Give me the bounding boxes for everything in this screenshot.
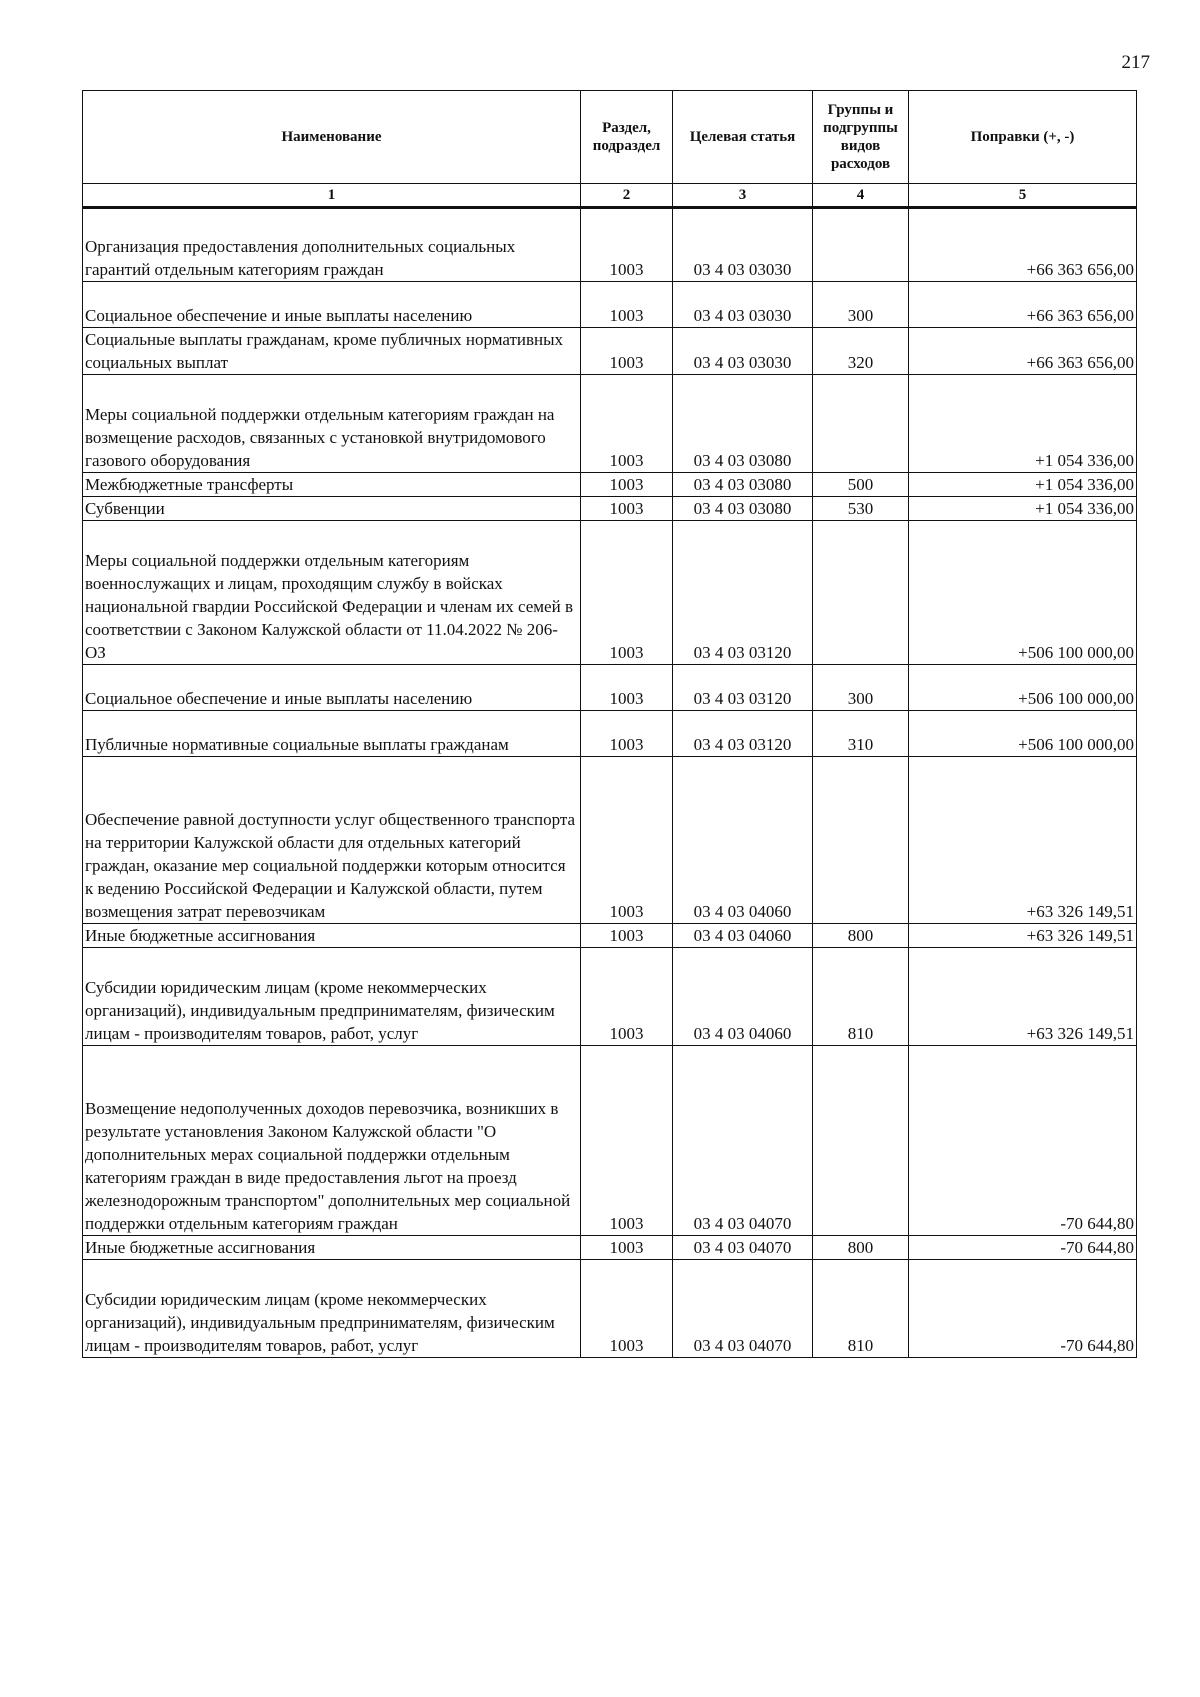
- column-number: 4: [813, 184, 909, 208]
- row-target: 03 4 03 04070: [673, 1260, 813, 1358]
- header-target: Целевая статья: [673, 91, 813, 184]
- row-name: Иные бюджетные ассигнования: [83, 924, 581, 948]
- column-number: 5: [909, 184, 1137, 208]
- header-section: Раздел, подраздел: [581, 91, 673, 184]
- row-section: 1003: [581, 208, 673, 282]
- row-section: 1003: [581, 375, 673, 473]
- column-numbers-row: [83, 184, 1137, 208]
- row-amount: +1 054 336,00: [909, 375, 1137, 473]
- row-group: [813, 1046, 909, 1236]
- table-row: [83, 948, 1137, 1046]
- row-section: 1003: [581, 328, 673, 375]
- row-amount: +506 100 000,00: [909, 711, 1137, 757]
- row-group: [813, 757, 909, 924]
- row-target: 03 4 03 03030: [673, 208, 813, 282]
- row-group: 500: [813, 473, 909, 497]
- row-target: 03 4 03 03080: [673, 497, 813, 521]
- row-section: 1003: [581, 711, 673, 757]
- row-amount: +63 326 149,51: [909, 924, 1137, 948]
- table-row: [83, 375, 1137, 473]
- row-group: [813, 375, 909, 473]
- row-target: 03 4 03 03030: [673, 328, 813, 375]
- budget-amendments-table: [82, 90, 1137, 1358]
- row-name: Организация предоставления дополнительных социальных гарантий отдельным категориям граждан: [83, 208, 581, 282]
- row-section: 1003: [581, 473, 673, 497]
- row-section: 1003: [581, 521, 673, 665]
- row-section: 1003: [581, 497, 673, 521]
- row-target: 03 4 03 03120: [673, 711, 813, 757]
- row-group: 300: [813, 282, 909, 328]
- row-section: 1003: [581, 757, 673, 924]
- header-group: Группы и подгруппы видов расходов: [813, 91, 909, 184]
- row-group: 310: [813, 711, 909, 757]
- row-target: 03 4 03 04060: [673, 948, 813, 1046]
- row-name: Обеспечение равной доступности услуг общественного транспорта на территории Калужской области для отдельных категорий граждан, оказание мер социальной поддержки которым относится к ведению Российской Федерации и Калужской области, путем возмещения затрат перевозчикам: [83, 757, 581, 924]
- row-amount: +506 100 000,00: [909, 665, 1137, 711]
- row-name: Иные бюджетные ассигнования: [83, 1236, 581, 1260]
- table-row: [83, 757, 1137, 924]
- row-group: [813, 521, 909, 665]
- row-target: 03 4 03 04060: [673, 757, 813, 924]
- table-row: [83, 473, 1137, 497]
- row-section: 1003: [581, 1046, 673, 1236]
- row-section: 1003: [581, 948, 673, 1046]
- row-target: 03 4 03 04060: [673, 924, 813, 948]
- row-section: 1003: [581, 1236, 673, 1260]
- row-group: 300: [813, 665, 909, 711]
- row-target: 03 4 03 03120: [673, 521, 813, 665]
- row-group: 810: [813, 948, 909, 1046]
- header-name: Наименование: [83, 91, 581, 184]
- column-number: 2: [581, 184, 673, 208]
- row-amount: -70 644,80: [909, 1236, 1137, 1260]
- row-name: Меры социальной поддержки отдельным категориям военнослужащих и лицам, проходящим службу в войсках национальной гвардии Российской Федерации и членам их семей в соответствии с Законом Калужской области от 11.04.2022 № 206-ОЗ: [83, 521, 581, 665]
- row-name: Субсидии юридическим лицам (кроме некоммерческих организаций), индивидуальным предпринимателям, физическим лицам - производителям товаров, работ, услуг: [83, 1260, 581, 1358]
- row-name: Публичные нормативные социальные выплаты гражданам: [83, 711, 581, 757]
- row-group: 800: [813, 1236, 909, 1260]
- column-number: 3: [673, 184, 813, 208]
- row-amount: +506 100 000,00: [909, 521, 1137, 665]
- row-group: [813, 208, 909, 282]
- header-row: [83, 91, 1137, 184]
- table-row: [83, 665, 1137, 711]
- table-row: [83, 924, 1137, 948]
- row-target: 03 4 03 03080: [673, 473, 813, 497]
- row-name: Социальное обеспечение и иные выплаты населению: [83, 282, 581, 328]
- row-amount: +66 363 656,00: [909, 208, 1137, 282]
- row-amount: +63 326 149,51: [909, 757, 1137, 924]
- row-name: Возмещение недополученных доходов перевозчика, возникших в результате установления Законом Калужской области "О дополнительных мерах социальной поддержки отдельным категориям граждан в виде предоставления льгот на проезд железнодорожным транспортом" дополнительных мер социальной поддержки отдельным категориям граждан: [83, 1046, 581, 1236]
- row-amount: -70 644,80: [909, 1260, 1137, 1358]
- row-section: 1003: [581, 1260, 673, 1358]
- row-name: Межбюджетные трансферты: [83, 473, 581, 497]
- row-target: 03 4 03 03080: [673, 375, 813, 473]
- row-name: Социальные выплаты гражданам, кроме публичных нормативных социальных выплат: [83, 328, 581, 375]
- row-target: 03 4 03 03120: [673, 665, 813, 711]
- row-group: 810: [813, 1260, 909, 1358]
- row-target: 03 4 03 04070: [673, 1236, 813, 1260]
- row-group: 800: [813, 924, 909, 948]
- row-amount: +63 326 149,51: [909, 948, 1137, 1046]
- table-row: [83, 521, 1137, 665]
- column-number: 1: [83, 184, 581, 208]
- row-name: Социальное обеспечение и иные выплаты населению: [83, 665, 581, 711]
- row-name: Меры социальной поддержки отдельным категориям граждан на возмещение расходов, связанных с установкой внутридомового газового оборудования: [83, 375, 581, 473]
- row-name: Субсидии юридическим лицам (кроме некоммерческих организаций), индивидуальным предпринимателям, физическим лицам - производителям товаров, работ, услуг: [83, 948, 581, 1046]
- row-amount: +66 363 656,00: [909, 282, 1137, 328]
- row-target: 03 4 03 04070: [673, 1046, 813, 1236]
- table-row: [83, 282, 1137, 328]
- table-row: [83, 328, 1137, 375]
- row-section: 1003: [581, 924, 673, 948]
- header-amount: Поправки (+, -): [909, 91, 1137, 184]
- row-target: 03 4 03 03030: [673, 282, 813, 328]
- table-row: [83, 208, 1137, 282]
- table-row: [83, 497, 1137, 521]
- row-section: 1003: [581, 282, 673, 328]
- table-row: [83, 1046, 1137, 1236]
- row-group: 530: [813, 497, 909, 521]
- row-amount: +1 054 336,00: [909, 497, 1137, 521]
- row-amount: -70 644,80: [909, 1046, 1137, 1236]
- row-section: 1003: [581, 665, 673, 711]
- table-row: [83, 1236, 1137, 1260]
- row-name: Субвенции: [83, 497, 581, 521]
- row-amount: +1 054 336,00: [909, 473, 1137, 497]
- row-group: 320: [813, 328, 909, 375]
- row-amount: +66 363 656,00: [909, 328, 1137, 375]
- table-row: [83, 711, 1137, 757]
- page-number: 217: [1121, 52, 1150, 73]
- table-row: [83, 1260, 1137, 1358]
